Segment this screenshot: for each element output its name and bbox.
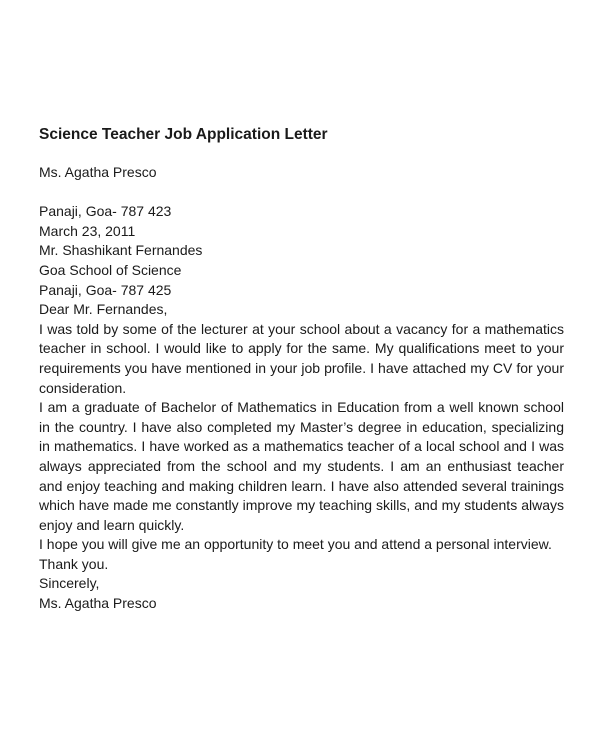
recipient-name: Mr. Shashikant Fernandes <box>39 242 203 259</box>
letter-date: March 23, 2011 <box>39 222 136 239</box>
recipient-address: Panaji, Goa- 787 425 <box>39 281 172 298</box>
sender-name: Ms. Agatha Presco <box>39 164 157 180</box>
document-title: Science Teacher Job Application Letter <box>39 126 328 143</box>
letter-body <box>39 163 564 614</box>
blank-line <box>39 183 564 203</box>
paragraph-interview: I hope you will give me an opportunity to meet you and attend a personal interview. <box>39 536 552 553</box>
paragraph-vacancy: I was told by some of the lecturer at your school about a vacancy for a mathematics teacher in school. I would like to apply for the same. My qualifications meet to your requirements you have mentioned in your job profile. I have attached my CV for your consideration. <box>39 320 564 396</box>
sender-address: Panaji, Goa- 787 423 <box>39 203 172 220</box>
paragraph-qualifications: I am a graduate of Bachelor of Mathematics in Education from a well known school in the country. I have also completed my Master’s degree in education, specializing in mathematics. I have worked as a mathematics teacher of a local school and I was always appreciated from the school and my students. I am an enthusiast teacher and enjoy teaching and making children learn. I have also attended several trainings which have made me constantly improve my teaching skills, and my students always enjoy and learn quickly. <box>39 399 564 533</box>
salutation: Dear Mr. Fernandes, <box>39 301 168 318</box>
signature: Ms. Agatha Presco <box>39 595 157 612</box>
recipient-organization: Goa School of Science <box>39 261 182 278</box>
thank-you: Thank you. <box>39 555 109 572</box>
closing: Sincerely, <box>39 575 100 592</box>
